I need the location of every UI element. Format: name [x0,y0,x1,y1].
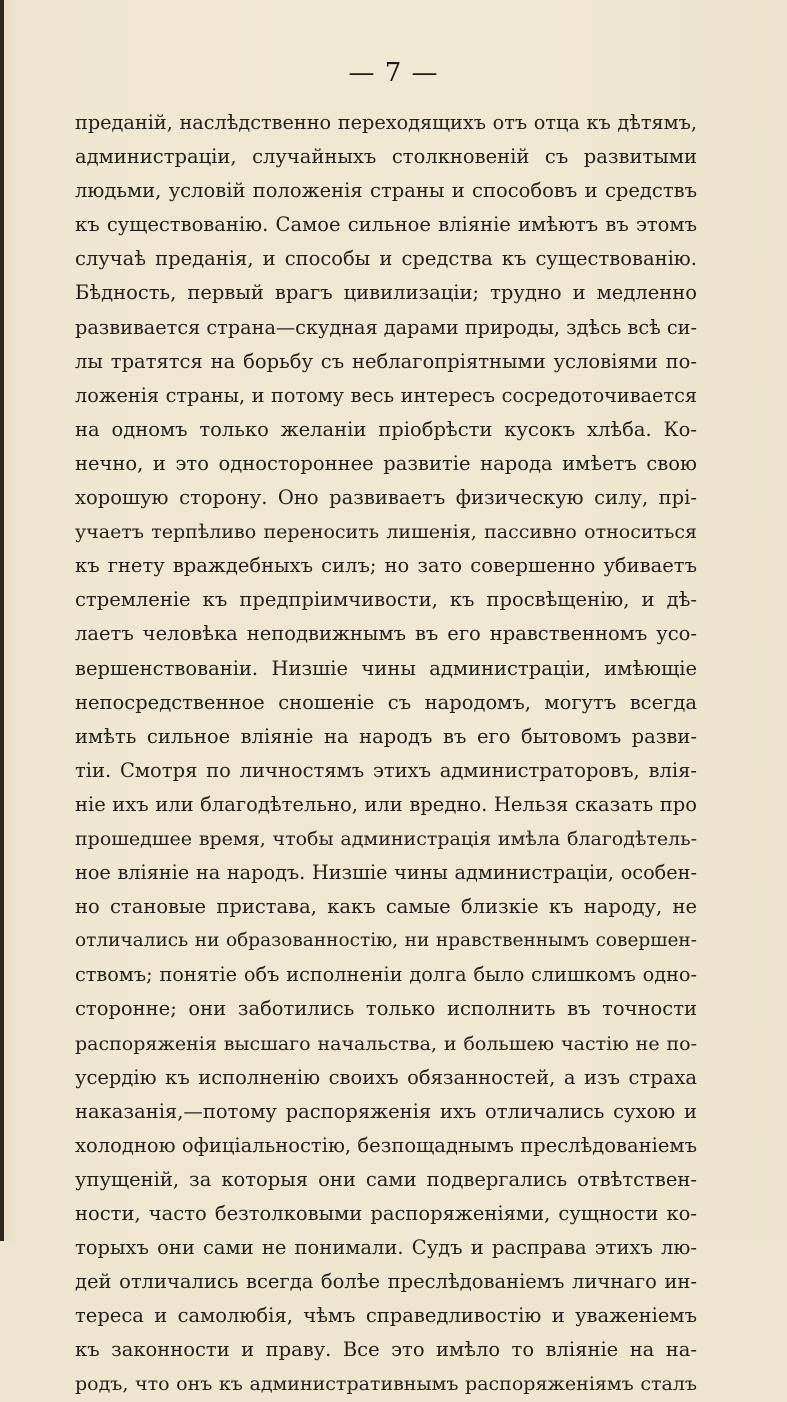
text-line: на одномъ только желаніи пріобрѣсти кусокъ хлѣба. Ко- [75,417,697,441]
text-line: нечно, и это одностороннее развитіе народа имѣетъ свою [75,451,697,475]
text-line: прошедшее время, чтобы администрація имѣла благодѣтель- [75,827,697,850]
text-line: ствомъ; понятіе объ исполненіи долга было слишкомъ одно- [75,963,697,987]
text-line: случаѣ преданія, и способы и средства къ существованію. [75,247,697,271]
text-line: распоряженія высшаго начальства, и большею частію не по- [75,1032,697,1055]
text-line: хорошую сторону. Оно развиваетъ физическую силу, прі- [75,486,697,510]
text-line: стремленіе къ предпріимчивости, къ просвѣщенію, и дѣ- [75,588,697,612]
text-line: учаетъ терпѣливо переносить лишенія, пассивно относиться [75,521,697,544]
text-line: усердію къ исполненію своихъ обязанностей, а изъ страха [75,1065,697,1089]
text-line: ложенія страны, и потому весь интересъ сосредоточивается [75,383,697,407]
text-line: ности, часто безтолковыми распоряженіями, сущности ко- [75,1202,697,1225]
text-line: преданій, наслѣдственно переходящихъ отъ отца къ дѣтямъ, [75,111,697,134]
text-line: наказанія,—потому распоряженія ихъ отличались сухою и [75,1099,697,1123]
text-line: тереса и самолюбія, чѣмъ справедливостію и уваженіемъ [75,1304,697,1328]
text-line: ное вліяніе на народъ. Низшіе чины администраціи, особен- [75,861,697,885]
text-line: имѣть сильное вліяніе на народъ въ его бытовомъ разви- [75,724,697,748]
text-line: тіи. Смотря по личностямъ этихъ администраторовъ, влія- [75,758,697,782]
text-line: къ существованію. Самое сильное вліяніе имѣютъ въ этомъ [75,213,697,237]
page-spine-edge [0,0,4,1241]
text-line: сторонне; они заботились только исполнить въ точности [75,997,697,1021]
page-number: — 7 — [348,58,439,88]
text-line: родъ, что онъ къ административнымъ распоряженіямъ сталъ [75,1373,697,1396]
text-line: къ законности и праву. Все это имѣло то вліяніе на на- [75,1338,697,1362]
text-line: администраціи, случайныхъ столкновеній съ развитыми [75,145,697,169]
text-line: развивается страна—скудная дарами природы, здѣсь всѣ си- [75,315,697,339]
text-line: торыхъ они сами не понимали. Судъ и расправа этихъ лю- [75,1236,697,1260]
text-line: Бѣдность, первый врагъ цивилизаціи; трудно и медленно [75,281,697,305]
text-line: упущеній, за которыя они сами подвергались отвѣтствен- [75,1167,697,1191]
text-line: людьми, условій положенія страны и способовъ и средствъ [75,179,697,203]
text-line: холодною офиціальностію, безпощаднымъ преслѣдованіемъ [75,1133,697,1157]
text-line: но становые пристава, какъ самые близкіе къ народу, не [75,895,697,919]
text-line: лаетъ человѣка неподвижнымъ въ его нравственномъ усо- [75,622,697,646]
text-line: къ гнету враждебныхъ силъ; но зато совершенно убиваетъ [75,554,697,578]
text-line: непосредственное сношеніе съ народомъ, могутъ всегда [75,690,697,714]
body-text [75,106,697,1402]
text-line: отличались ни образованностію, ни нравственнымъ совершен- [75,930,697,952]
text-line: лы тратятся на борьбу съ неблагопріятными условіями по- [75,349,697,373]
text-line: дей отличались всегда болѣе преслѣдованіемъ личнаго ин- [75,1270,697,1294]
text-line: ніе ихъ или благодѣтельно, или вредно. Нельзя сказать про [75,792,697,816]
text-line: вершенствованіи. Низшіе чины администраціи, имѣющіе [75,656,697,680]
